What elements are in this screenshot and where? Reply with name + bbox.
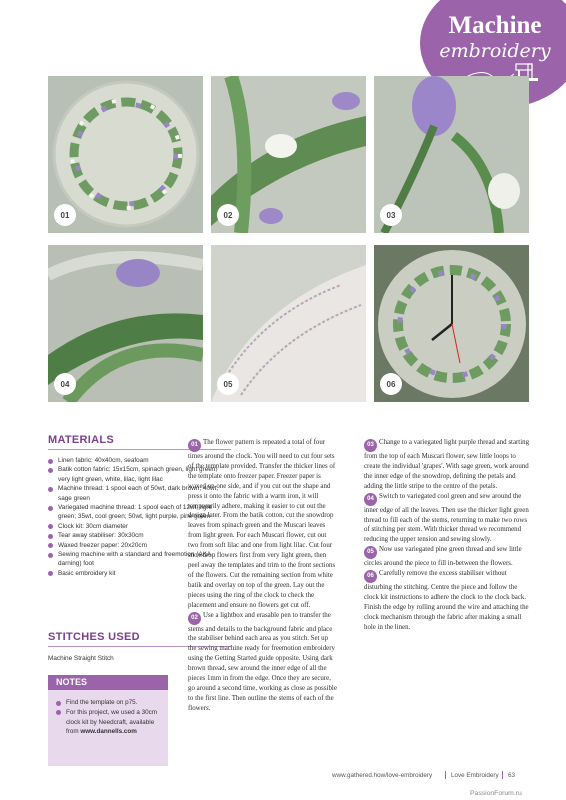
photo-05: [211, 245, 366, 402]
stitches-heading: STITCHES USED: [48, 631, 140, 643]
photo-number: 01: [54, 204, 76, 226]
step-01: [188, 438, 338, 611]
step-text: Change to a variegated light purple thread and starting from the top of each Muscari flower, sew little loops to create the individual 'grapes'. With sage green, work around the inner edge of the snowdrop, defining the petals and adding the little stripe to the centre of the petals.: [364, 439, 530, 490]
photo-02: [211, 76, 366, 233]
step-04: [364, 492, 530, 546]
section-subtitle: embroidery: [439, 40, 551, 62]
section-title: Machine: [448, 12, 542, 39]
step-05: [364, 545, 530, 569]
footer-divider: [445, 771, 446, 779]
instructions-column-2: [364, 438, 530, 633]
step-number: 01: [188, 439, 201, 452]
instructions-column-1: [188, 438, 338, 714]
list-item: Basic embroidery kit: [48, 569, 228, 578]
photo-04: [48, 245, 203, 402]
step-number: 03: [364, 439, 377, 452]
photo-number: 05: [217, 373, 239, 395]
step-text: Now use variegated pine green thread and sew little circles around the piece to fill in-between the flowers.: [364, 546, 522, 568]
step-text: Switch to variegated cool green and sew around the inner edge of all the leaves. Then use the thicker light green thread to fill each of the stems, returning to make two rows of stitching per stem. With thicker thread we recommend reducing the upper tension and sewing slowly.: [364, 492, 529, 544]
list-item: [56, 708, 168, 737]
step-06: [364, 569, 530, 633]
list-item: Sewing machine with a standard and freemotion (AKA darning) foot: [48, 550, 228, 569]
list-item: Find the template on p75.: [56, 698, 168, 708]
step-text: Use a lightbox and erasable pen to transfer the stems and details to the background fabric and place the stabiliser behind each area as you stitch. Set up the sewing machine ready for freemotion embroidery using the Getting Started guide opposite. Using dark brown thread, sew around the inner edge of all the pieces 1mm in from the edge. Once they are secure, go around a second time, working as close as possible to the first line. Then outline the stems of each of the flowers.: [188, 611, 337, 712]
note-text: For this project, we used a 30cm clock kit by Needcraft, available from: [66, 708, 157, 736]
step-03: [364, 438, 530, 492]
photo-number: 02: [217, 204, 239, 226]
notes-heading: NOTES: [48, 675, 168, 690]
watermark: PassionForum.ru: [470, 790, 522, 797]
list-item: Batik cotton fabric: 15x15cm, spinach green, light green, very light green, white, lilac, light lilac: [48, 465, 228, 484]
footer-url[interactable]: www.gathered.how/love-embroidery: [332, 772, 433, 779]
photo-number: 06: [380, 373, 402, 395]
list-item: Variegated machine thread: 1 spool each of 12wt, light green; 35wt, cool green; 50wt, light purple, pine green: [48, 503, 228, 522]
footer-divider: [502, 771, 503, 779]
step-number: 04: [364, 493, 377, 506]
list-item: Machine thread: 1 spool each of 50wt, dark brown; 40wt, sage green: [48, 484, 228, 503]
photo-03: [374, 76, 529, 233]
photo-number: 04: [54, 373, 76, 395]
list-item: Linen fabric: 40x40cm, seafoam: [48, 456, 228, 465]
photo-06: [374, 245, 529, 402]
footer-magazine: Love Embroidery: [451, 772, 499, 779]
notes-list: [56, 698, 168, 737]
step-text: The flower pattern is repeated a total of four times around the clock. You will need to cut four sets of the template provided. Transfer the thicker lines of the template onto freezer paper. Freezer paper is waxed on one side, and if you cut out the shape and press it onto the fabric with a warm iron, it will temporarily adhere, making it easier to cut out the design later. From the batik cotton, cut the snowdrop leaves from spinach green and the Muscari leaves from light green. For each Muscari flower, cut out two from soft lilac and one from light lilac. Cut four snowdrop flowers first from very light green, then peel away the templates and trim to the front sections of the flowers. Cut the remaining section from white batik and overlay on top of the green. Lay out the pieces using the ring of the clock to check the placement and ensure no flowers get cut off.: [188, 439, 336, 609]
step-text: Carefully remove the excess stabiliser without disturbing the stitching. Centre the piece and follow the clock kit instructions to adhere the clock to the clock back. Finish the edge by rolling around the wire and attaching the clock mechanism through the fabric after making a small hole in the linen.: [364, 570, 529, 631]
dannells-link[interactable]: www.dannells.com: [80, 728, 137, 736]
step-number: 05: [364, 546, 377, 559]
step-02: [188, 611, 338, 714]
photo-01: [48, 76, 203, 233]
materials-heading: MATERIALS: [48, 434, 115, 446]
step-number: 02: [188, 612, 201, 625]
photo-number: 03: [380, 204, 402, 226]
list-item: Clock kit: 30cm diameter: [48, 522, 228, 531]
step-number: 06: [364, 570, 377, 583]
list-item: Waxed freezer paper: 20x20cm: [48, 541, 228, 550]
list-item: Tear away stabiliser: 30x30cm: [48, 531, 228, 540]
page-number: 63: [508, 772, 516, 779]
stitches-text: Machine Straight Stitch: [48, 655, 114, 662]
